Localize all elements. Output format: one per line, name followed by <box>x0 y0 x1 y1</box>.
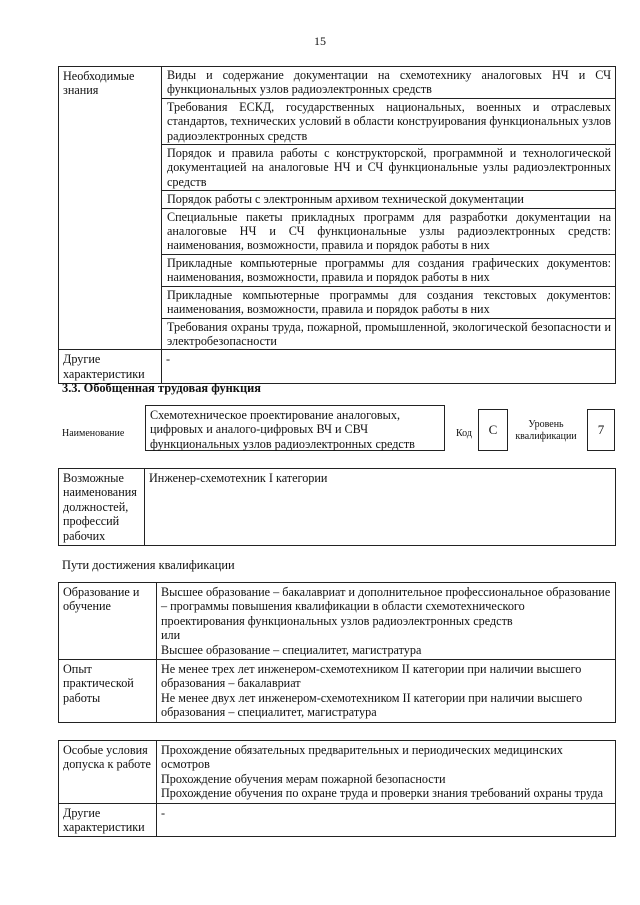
experience-line: Не менее трех лет инженером-схемотехником II категории при наличии высшего образования – бакалавриат <box>161 662 582 691</box>
education-values <box>157 583 616 660</box>
conditions-line: Прохождение обучения по охране труда и проверки знания требований охраны труда <box>161 786 603 801</box>
knowledge-other-value: - <box>162 350 616 384</box>
qualification-level-label: Уровень квалификации <box>515 419 577 442</box>
knowledge-table <box>58 66 616 384</box>
positions-label: Возможные наименования должностей, профессий рабочих <box>59 469 145 546</box>
positions-row <box>59 469 616 546</box>
conditions-row <box>59 741 616 804</box>
experience-values <box>157 660 616 723</box>
positions-table <box>58 468 616 546</box>
education-line: Высшее образование – специалитет, магистратура <box>161 642 422 657</box>
experience-row <box>59 660 616 723</box>
education-line: или <box>161 628 181 643</box>
education-table <box>58 582 616 723</box>
conditions-table <box>58 740 616 837</box>
page-number: 15 <box>314 34 326 48</box>
conditions-other-row <box>59 803 616 837</box>
knowledge-other-label: Другие характеристики <box>59 350 162 384</box>
conditions-line: Прохождение обязательных предварительных и периодических медицинских осмотров <box>161 743 563 772</box>
education-row <box>59 583 616 660</box>
code-value: C <box>478 409 508 451</box>
experience-line: Не менее двух лет инженером-схемотехником II категории при наличии высшего образования – специалитет, магистратура <box>161 690 583 720</box>
conditions-line: Прохождение обучения мерам пожарной безопасности <box>161 771 446 786</box>
experience-label: Опыт практической работы <box>59 660 157 723</box>
conditions-other-label: Другие характеристики <box>59 803 157 837</box>
knowledge-item: Специальные пакеты прикладных программ для разработки документации на аналоговые НЧ и СЧ функциональные узлы радиоэлектронных средств: наименования, возможности, правила и порядок работы в них <box>162 209 615 255</box>
knowledge-item: Прикладные компьютерные программы для создания графических документов: наименования, возможности, правила и порядок работы в них <box>162 255 615 287</box>
paths-heading: Пути достижения квалификации <box>62 558 235 572</box>
knowledge-other-row <box>59 350 616 384</box>
conditions-values <box>157 741 616 804</box>
section-heading: 3.3. Обобщенная трудовая функция <box>62 381 261 395</box>
conditions-other-value: - <box>157 803 616 837</box>
positions-value: Инженер-схемотехник I категории <box>145 469 616 546</box>
knowledge-item: Порядок и правила работы с конструкторской, программной и технологической документацией на аналоговые НЧ и СЧ функциональные узлы радиоэлектронных средств <box>162 145 615 191</box>
education-line: Высшее образование – бакалавриат и дополнительное профессиональное образование – программы повышения квалификации в области схемотехнического проектирования функциональных узлов радиоэлектронных средств <box>161 585 611 628</box>
knowledge-row <box>59 67 616 350</box>
knowledge-label: Необходимые знания <box>59 67 162 350</box>
knowledge-item: Требования ЕСКД, государственных национальных, военных и отраслевых стандартов, технических условий в области конструирования функциональных узлов радиоэлектронных средств <box>162 99 615 145</box>
education-label: Образование и обучение <box>59 583 157 660</box>
code-label: Код <box>456 428 472 439</box>
knowledge-item: Прикладные компьютерные программы для создания текстовых документов: наименования, возможности, правила и порядок работы в них <box>162 287 615 319</box>
function-name-label: Наименование <box>62 428 125 439</box>
knowledge-item: Виды и содержание документации на схемотехнику аналоговых НЧ и СЧ функциональных узлов радиоэлектронных средств <box>162 67 615 99</box>
function-name-box: Схемотехническое проектирование аналоговых, цифровых и аналого-цифровых ВЧ и СВЧ функциональных узлов радиоэлектронных средств <box>145 405 445 451</box>
knowledge-items <box>162 67 616 350</box>
knowledge-item: Порядок работы с электронным архивом технической документации <box>162 191 615 208</box>
conditions-label: Особые условия допуска к работе <box>59 741 157 804</box>
knowledge-item: Требования охраны труда, пожарной, промышленной, экологической безопасности и электробезопасности <box>167 319 611 348</box>
qualification-level-value: 7 <box>587 409 615 451</box>
